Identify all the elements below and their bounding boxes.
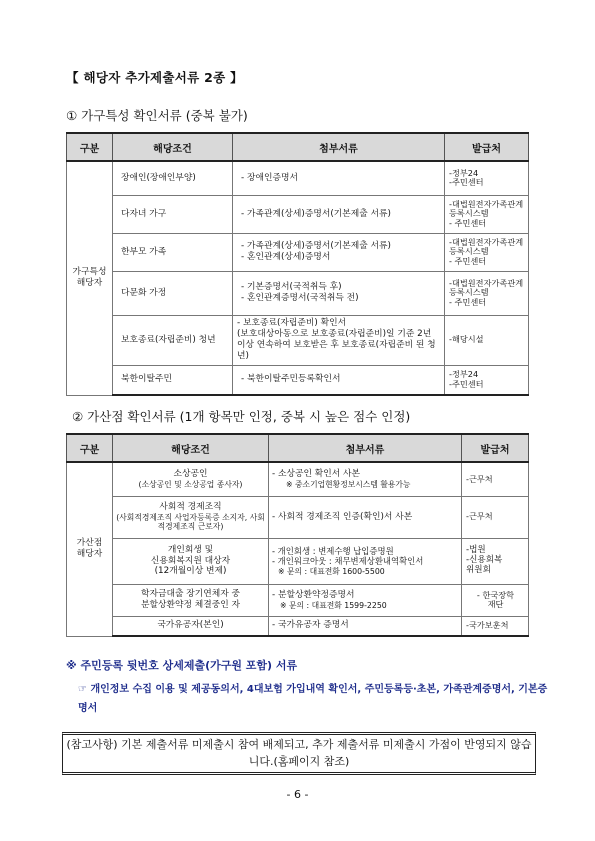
docs-note: ※ 문의 : 대표전화 1599-2250 — [280, 600, 387, 610]
header-issuer: 발급처 — [462, 434, 529, 462]
docs-cell: - 장애인증명서 — [233, 161, 445, 195]
header-condition: 해당조건 — [113, 434, 269, 462]
issuer-cell: -정부24 -주민센터 — [445, 365, 529, 395]
issuer-cell: -근무처 — [462, 496, 529, 538]
issuer-cell: -국가보훈처 — [462, 616, 529, 636]
condition-cell — [113, 462, 269, 496]
page-title: 【 해당자 추가제출서류 2종 】 — [66, 70, 243, 85]
table-header-row — [67, 133, 529, 161]
docs-cell — [269, 584, 462, 616]
docs-cell: - 가족관계(상세)증명서(기본제출 서류) - 혼인관계(상세)증명서 — [233, 233, 445, 271]
header-issuer: 발급처 — [445, 133, 529, 161]
note-heading: ※ 주민등록 뒷번호 상세제출(가구원 포함) 서류 — [66, 659, 298, 672]
condition-cell: 다자녀 가구 — [113, 195, 233, 233]
condition-cell: 다문화 가정 — [113, 271, 233, 315]
docs-cell — [269, 462, 462, 496]
condition-cell — [113, 496, 269, 538]
table-row — [67, 584, 529, 616]
table-row — [67, 616, 529, 636]
issuer-cell: -정부24 -주민센터 — [445, 161, 529, 195]
header-category: 구분 — [67, 133, 113, 161]
docs-text: - 개인회생 : 변제수행 납입증명원 - 개인워크아웃 : 채무변제상환내역확인서 — [272, 545, 424, 567]
issuer-cell: -법원 -신용회복 위원회 — [462, 538, 529, 584]
condition-text: 사회적 경제조직 — [159, 501, 222, 512]
table-row — [67, 538, 529, 584]
condition-cell: 한부모 가족 — [113, 233, 233, 271]
header-condition: 해당조건 — [113, 133, 233, 161]
issuer-cell: -대법원전자가족관계등록시스템 - 주민센터 — [445, 233, 529, 271]
table-row — [67, 365, 529, 395]
table-header-row — [67, 434, 529, 462]
table-row — [67, 271, 529, 315]
condition-cell: 북한이탈주민 — [113, 365, 233, 395]
condition-cell: 보호종료(자립준비) 청년 — [113, 315, 233, 365]
category-cell: 가구특성 해당자 — [67, 161, 113, 395]
condition-note: (사회적경제조직 사업자등록증 소지자, 사회적경제조직 근로자) — [116, 512, 265, 532]
docs-text: - 사회적 경제조직 인증(확인)서 사본 — [272, 511, 413, 522]
docs-cell: - 북한이탈주민등록확인서 — [233, 365, 445, 395]
condition-cell: 장애인(장애인부양) — [113, 161, 233, 195]
docs-text: - 분할상환약정증명서 — [272, 589, 355, 600]
header-category: 구분 — [67, 434, 113, 462]
note-body: ☞ 개인정보 수집 이용 및 제공동의서, 4대보험 가입내역 확인서, 주민등록등·초본, 가족관계증명서, 기본증명서 — [78, 684, 548, 714]
reference-box: (참고사항) 기본 제출서류 미제출시 참여 배제되고, 추가 제출서류 미제출시 가점이 반영되지 않습니다.(홈페이지 참조) — [62, 732, 536, 775]
docs-cell — [269, 496, 462, 538]
issuer-cell: -대법원전자가족관계등록시스템 - 주민센터 — [445, 271, 529, 315]
docs-cell — [269, 538, 462, 584]
section1-heading: ① 가구특성 확인서류 (중복 불가) — [66, 108, 248, 123]
condition-cell: 국가유공자(본인) — [113, 616, 269, 636]
issuer-cell: -해당시설 — [445, 315, 529, 365]
category-cell: 가산점 해당자 — [67, 462, 113, 636]
table-row — [67, 161, 529, 195]
docs-cell: - 국가유공자 증명서 — [269, 616, 462, 636]
header-docs: 첨부서류 — [233, 133, 445, 161]
docs-note: ※ 문의 : 대표전화 1600-5500 — [278, 566, 385, 576]
bonus-docs-table — [66, 433, 529, 637]
docs-cell: - 가족관계(상세)증명서(기본제출 서류) — [233, 195, 445, 233]
table-row — [67, 315, 529, 365]
table-row — [67, 233, 529, 271]
condition-cell: 개인회생 및 신용회복지원 대상자 (12개월이상 변제) — [113, 538, 269, 584]
docs-text: - 소상공인 확인서 사본 — [272, 468, 361, 479]
section2-heading: ② 가산점 확인서류 (1개 항목만 인정, 중복 시 높은 점수 인정) — [72, 409, 411, 424]
table-row — [67, 496, 529, 538]
docs-cell: - 기본증명서(국적취득 후) - 혼인관계증명서(국적취득 전) — [233, 271, 445, 315]
household-docs-table — [66, 132, 529, 396]
issuer-cell: -대법원전자가족관계등록시스템 - 주민센터 — [445, 195, 529, 233]
condition-cell: 학자금대출 장기연체자 중 분할상환약정 체결중인 자 — [113, 584, 269, 616]
table-row — [67, 195, 529, 233]
issuer-cell: -근무처 — [462, 462, 529, 496]
condition-text: 소상공인 — [173, 468, 208, 479]
table-row — [67, 462, 529, 496]
condition-note: (소상공인 및 소상공업 종사자) — [138, 479, 243, 489]
docs-note: ※ 중소기업현황정보시스템 활용가능 — [286, 479, 411, 489]
issuer-cell: - 한국장학 재단 — [462, 584, 529, 616]
header-docs: 첨부서류 — [269, 434, 462, 462]
page-number: - 6 - — [286, 788, 309, 801]
docs-cell: - 보호종료(자립준비) 확인서 (보호대상아동으로 보호종료(자립준비)일 기준 2년 이상 연속하여 보호받은 후 보호종료(자립준비 된 청년) — [233, 315, 445, 365]
